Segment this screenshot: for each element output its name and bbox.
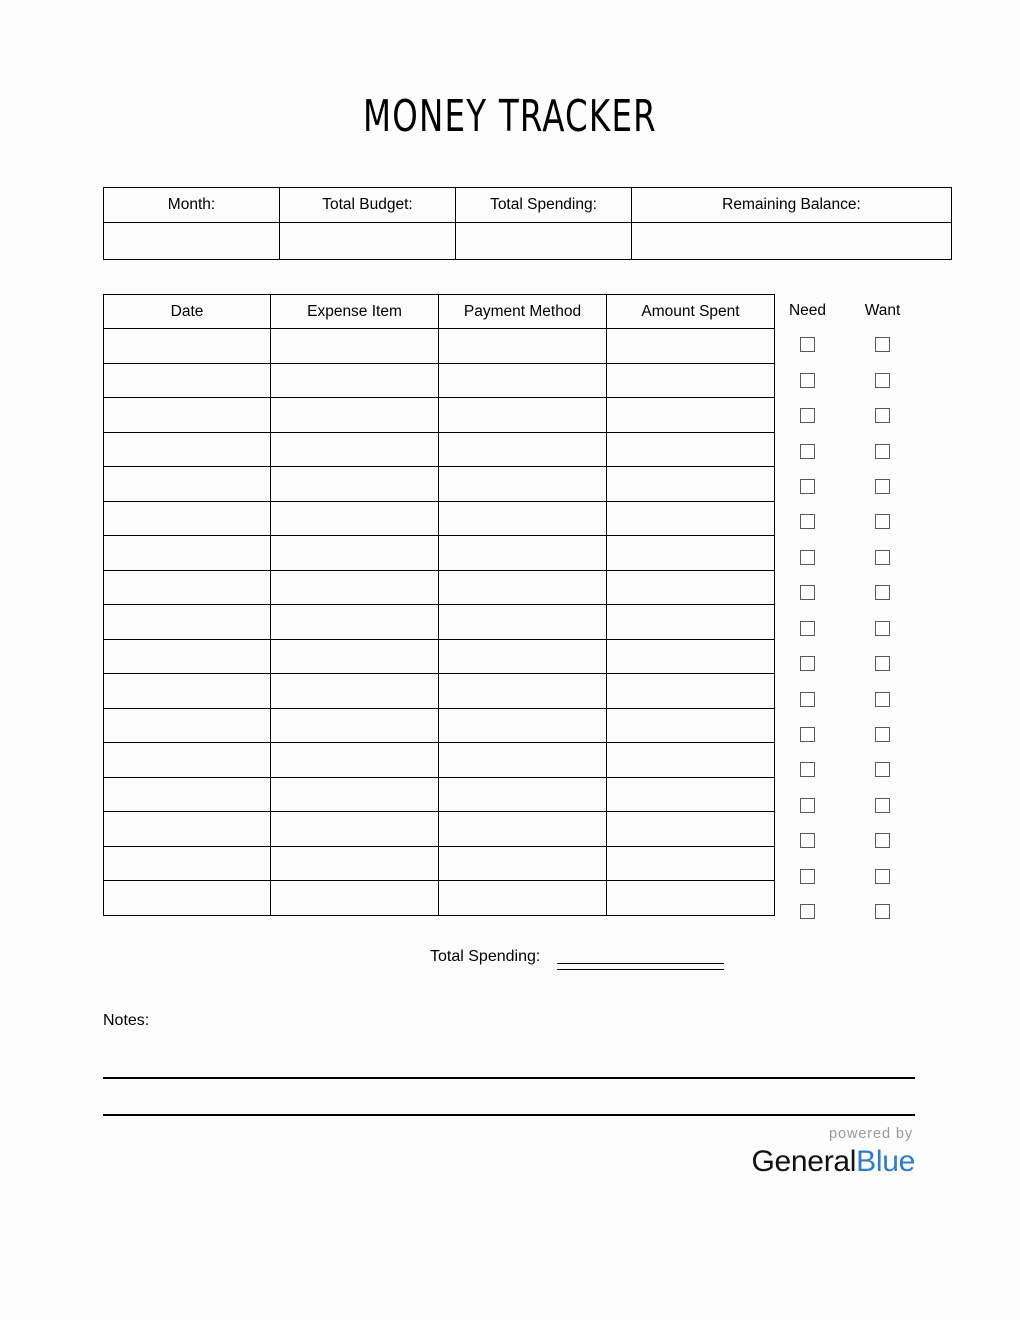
expense-cell-date[interactable] — [104, 432, 271, 467]
need-want-row — [770, 752, 920, 787]
want-checkbox-cell — [845, 479, 920, 494]
need-want-row — [770, 611, 920, 646]
need-want-row — [770, 575, 920, 610]
want-checkbox[interactable] — [875, 904, 890, 919]
expense-cell-amount[interactable] — [607, 467, 775, 502]
expense-table — [103, 294, 775, 916]
table-row — [104, 467, 775, 502]
notes-label: Notes: — [103, 1012, 150, 1029]
expense-header-date: Date — [104, 295, 271, 329]
table-row — [104, 501, 775, 536]
expense-cell-date[interactable] — [104, 536, 271, 571]
want-checkbox-cell — [845, 762, 920, 777]
expense-cell-amount[interactable] — [607, 570, 775, 605]
need-checkbox[interactable] — [800, 514, 815, 529]
summary-value-row — [104, 223, 952, 260]
expense-cell-payment[interactable] — [439, 605, 607, 640]
expense-cell-payment[interactable] — [439, 398, 607, 433]
summary-header-total-spending: Total Spending: — [456, 188, 632, 223]
expense-cell-date[interactable] — [104, 881, 271, 916]
total-spending-label: Total Spending: — [430, 948, 541, 965]
table-row — [104, 536, 775, 571]
expense-cell-item[interactable] — [271, 743, 439, 778]
expense-cell-item[interactable] — [271, 881, 439, 916]
need-checkbox[interactable] — [800, 833, 815, 848]
need-checkbox-cell — [770, 337, 845, 352]
expense-cell-payment[interactable] — [439, 501, 607, 536]
summary-header-total-budget: Total Budget: — [280, 188, 456, 223]
need-checkbox-cell — [770, 762, 845, 777]
powered-by-label: powered by — [829, 1126, 913, 1142]
want-checkbox[interactable] — [875, 373, 890, 388]
want-checkbox[interactable] — [875, 692, 890, 707]
want-checkbox-cell — [845, 621, 920, 636]
want-checkbox[interactable] — [875, 550, 890, 565]
want-checkbox[interactable] — [875, 833, 890, 848]
summary-field-total-spending[interactable] — [456, 223, 632, 260]
expense-cell-payment[interactable] — [439, 674, 607, 709]
need-checkbox-cell — [770, 904, 845, 919]
need-want-row — [770, 433, 920, 468]
table-row — [104, 812, 775, 847]
need-checkbox[interactable] — [800, 692, 815, 707]
need-want-row — [770, 681, 920, 716]
expense-header-amount-spent: Amount Spent — [607, 295, 775, 329]
need-column-label: Need — [788, 301, 827, 319]
want-checkbox-cell — [845, 798, 920, 813]
expense-cell-amount[interactable] — [607, 881, 775, 916]
table-row — [104, 708, 775, 743]
brand-general-text: General — [751, 1144, 857, 1178]
need-checkbox-cell — [770, 373, 845, 388]
need-want-row — [770, 717, 920, 752]
expense-cell-date[interactable] — [104, 501, 271, 536]
want-checkbox[interactable] — [875, 514, 890, 529]
expense-cell-item[interactable] — [271, 674, 439, 709]
need-checkbox[interactable] — [800, 585, 815, 600]
want-checkbox-cell — [845, 656, 920, 671]
expense-cell-payment[interactable] — [439, 639, 607, 674]
want-column-label: Want — [864, 301, 901, 319]
need-want-row — [770, 327, 920, 362]
expense-cell-item[interactable] — [271, 777, 439, 812]
need-checkbox[interactable] — [800, 444, 815, 459]
expense-cell-item[interactable] — [271, 708, 439, 743]
expense-cell-amount[interactable] — [607, 398, 775, 433]
table-row — [104, 846, 775, 881]
summary-header-month: Month: — [104, 188, 280, 223]
need-checkbox[interactable] — [800, 727, 815, 742]
want-checkbox[interactable] — [875, 869, 890, 884]
need-want-column — [770, 294, 920, 929]
table-row — [104, 570, 775, 605]
need-checkbox-cell — [770, 514, 845, 529]
expense-cell-payment[interactable] — [439, 570, 607, 605]
need-want-checkbox-list — [770, 327, 920, 929]
notes-line-2[interactable] — [103, 1114, 915, 1116]
need-checkbox-cell — [770, 692, 845, 707]
expense-cell-amount[interactable] — [607, 639, 775, 674]
expense-cell-date[interactable] — [104, 398, 271, 433]
expense-cell-amount[interactable] — [607, 743, 775, 778]
expense-cell-payment[interactable] — [439, 363, 607, 398]
expense-cell-amount[interactable] — [607, 846, 775, 881]
need-checkbox-cell — [770, 833, 845, 848]
expense-cell-item[interactable] — [271, 846, 439, 881]
expense-cell-amount[interactable] — [607, 812, 775, 847]
expense-header-expense-item: Expense Item — [271, 295, 439, 329]
expense-cell-item[interactable] — [271, 398, 439, 433]
brand-name — [751, 1144, 916, 1178]
summary-field-month[interactable] — [104, 223, 280, 260]
table-row — [104, 329, 775, 364]
need-want-header-row — [770, 294, 920, 327]
expense-cell-item[interactable] — [271, 363, 439, 398]
table-row — [104, 674, 775, 709]
want-checkbox-cell — [845, 833, 920, 848]
want-checkbox[interactable] — [875, 656, 890, 671]
expense-cell-date[interactable] — [104, 743, 271, 778]
need-want-row — [770, 504, 920, 539]
expense-cell-amount[interactable] — [607, 432, 775, 467]
expense-cell-payment[interactable] — [439, 812, 607, 847]
expense-cell-amount[interactable] — [607, 536, 775, 571]
expense-cell-payment[interactable] — [439, 467, 607, 502]
summary-header-row — [104, 188, 952, 223]
expense-cell-item[interactable] — [271, 501, 439, 536]
want-checkbox[interactable] — [875, 444, 890, 459]
want-checkbox[interactable] — [875, 337, 890, 352]
expense-cell-item[interactable] — [271, 812, 439, 847]
summary-field-total-budget[interactable] — [280, 223, 456, 260]
need-checkbox-cell — [770, 621, 845, 636]
expense-cell-amount[interactable] — [607, 605, 775, 640]
need-want-row — [770, 788, 920, 823]
expense-table-wrapper — [103, 294, 770, 916]
expense-header-payment-method: Payment Method — [439, 295, 607, 329]
expense-cell-date[interactable] — [104, 605, 271, 640]
expense-cell-date[interactable] — [104, 329, 271, 364]
want-checkbox-cell — [845, 585, 920, 600]
expense-cell-date[interactable] — [104, 812, 271, 847]
need-checkbox[interactable] — [800, 798, 815, 813]
expense-header-row — [104, 295, 775, 329]
want-checkbox-cell — [845, 727, 920, 742]
expense-cell-payment[interactable] — [439, 708, 607, 743]
page-title: MONEY TRACKER — [363, 91, 657, 142]
expense-cell-amount[interactable] — [607, 674, 775, 709]
need-checkbox[interactable] — [800, 869, 815, 884]
summary-header-remaining-balance: Remaining Balance: — [632, 188, 952, 223]
need-checkbox-cell — [770, 550, 845, 565]
need-want-row — [770, 646, 920, 681]
expense-cell-amount[interactable] — [607, 777, 775, 812]
need-checkbox-cell — [770, 444, 845, 459]
need-checkbox-cell — [770, 798, 845, 813]
need-checkbox[interactable] — [800, 373, 815, 388]
want-checkbox[interactable] — [875, 762, 890, 777]
table-row — [104, 639, 775, 674]
need-checkbox[interactable] — [800, 762, 815, 777]
expense-cell-payment[interactable] — [439, 777, 607, 812]
expense-cell-item[interactable] — [271, 570, 439, 605]
need-checkbox[interactable] — [800, 621, 815, 636]
need-checkbox[interactable] — [800, 550, 815, 565]
expense-table-body — [104, 329, 775, 916]
table-row — [104, 743, 775, 778]
need-want-row — [770, 823, 920, 858]
need-want-row — [770, 540, 920, 575]
expense-cell-amount[interactable] — [607, 363, 775, 398]
summary-field-remaining-balance[interactable] — [632, 223, 952, 260]
expense-cell-date[interactable] — [104, 846, 271, 881]
want-checkbox[interactable] — [875, 798, 890, 813]
table-row — [104, 777, 775, 812]
want-checkbox-cell — [845, 692, 920, 707]
need-want-row — [770, 469, 920, 504]
expense-cell-item[interactable] — [271, 639, 439, 674]
want-checkbox[interactable] — [875, 621, 890, 636]
need-checkbox[interactable] — [800, 337, 815, 352]
expense-cell-date[interactable] — [104, 467, 271, 502]
summary-table — [103, 187, 952, 260]
expense-cell-payment[interactable] — [439, 881, 607, 916]
table-row — [104, 398, 775, 433]
expense-cell-amount[interactable] — [607, 708, 775, 743]
expense-cell-payment[interactable] — [439, 329, 607, 364]
expense-cell-payment[interactable] — [439, 432, 607, 467]
need-checkbox[interactable] — [800, 479, 815, 494]
need-checkbox-cell — [770, 585, 845, 600]
expense-cell-amount[interactable] — [607, 329, 775, 364]
want-checkbox-cell — [845, 514, 920, 529]
want-checkbox-cell — [845, 550, 920, 565]
want-checkbox[interactable] — [875, 479, 890, 494]
want-checkbox[interactable] — [875, 727, 890, 742]
need-checkbox-cell — [770, 479, 845, 494]
need-checkbox[interactable] — [800, 656, 815, 671]
expense-cell-item[interactable] — [271, 605, 439, 640]
table-row — [104, 605, 775, 640]
need-want-row — [770, 362, 920, 397]
expense-cell-item[interactable] — [271, 329, 439, 364]
want-checkbox-cell — [845, 337, 920, 352]
need-checkbox-cell — [770, 869, 845, 884]
want-checkbox[interactable] — [875, 585, 890, 600]
need-want-row — [770, 859, 920, 894]
total-spending-value-line[interactable] — [557, 963, 724, 970]
need-checkbox-cell — [770, 408, 845, 423]
table-row — [104, 432, 775, 467]
notes-line-1[interactable] — [103, 1077, 915, 1079]
expense-cell-date[interactable] — [104, 639, 271, 674]
want-checkbox-cell — [845, 904, 920, 919]
expense-cell-date[interactable] — [104, 674, 271, 709]
expense-cell-payment[interactable] — [439, 846, 607, 881]
need-checkbox-cell — [770, 656, 845, 671]
table-row — [104, 363, 775, 398]
need-checkbox[interactable] — [800, 408, 815, 423]
expense-cell-date[interactable] — [104, 777, 271, 812]
expense-cell-payment[interactable] — [439, 743, 607, 778]
expense-cell-item[interactable] — [271, 467, 439, 502]
want-checkbox-cell — [845, 444, 920, 459]
need-want-row — [770, 894, 920, 929]
want-checkbox-cell — [845, 408, 920, 423]
expense-cell-payment[interactable] — [439, 536, 607, 571]
expense-cell-date[interactable] — [104, 708, 271, 743]
brand-blue-text: Blue — [856, 1144, 915, 1178]
want-checkbox-cell — [845, 869, 920, 884]
expense-cell-item[interactable] — [271, 536, 439, 571]
total-spending-row — [430, 946, 830, 970]
need-checkbox-cell — [770, 727, 845, 742]
expense-cell-item[interactable] — [271, 432, 439, 467]
need-want-row — [770, 398, 920, 433]
need-checkbox[interactable] — [800, 904, 815, 919]
want-checkbox[interactable] — [875, 408, 890, 423]
expense-cell-date[interactable] — [104, 363, 271, 398]
expense-cell-date[interactable] — [104, 570, 271, 605]
general-blue-logo — [752, 1127, 916, 1177]
want-checkbox-cell — [845, 373, 920, 388]
expense-cell-amount[interactable] — [607, 501, 775, 536]
table-row — [104, 881, 775, 916]
